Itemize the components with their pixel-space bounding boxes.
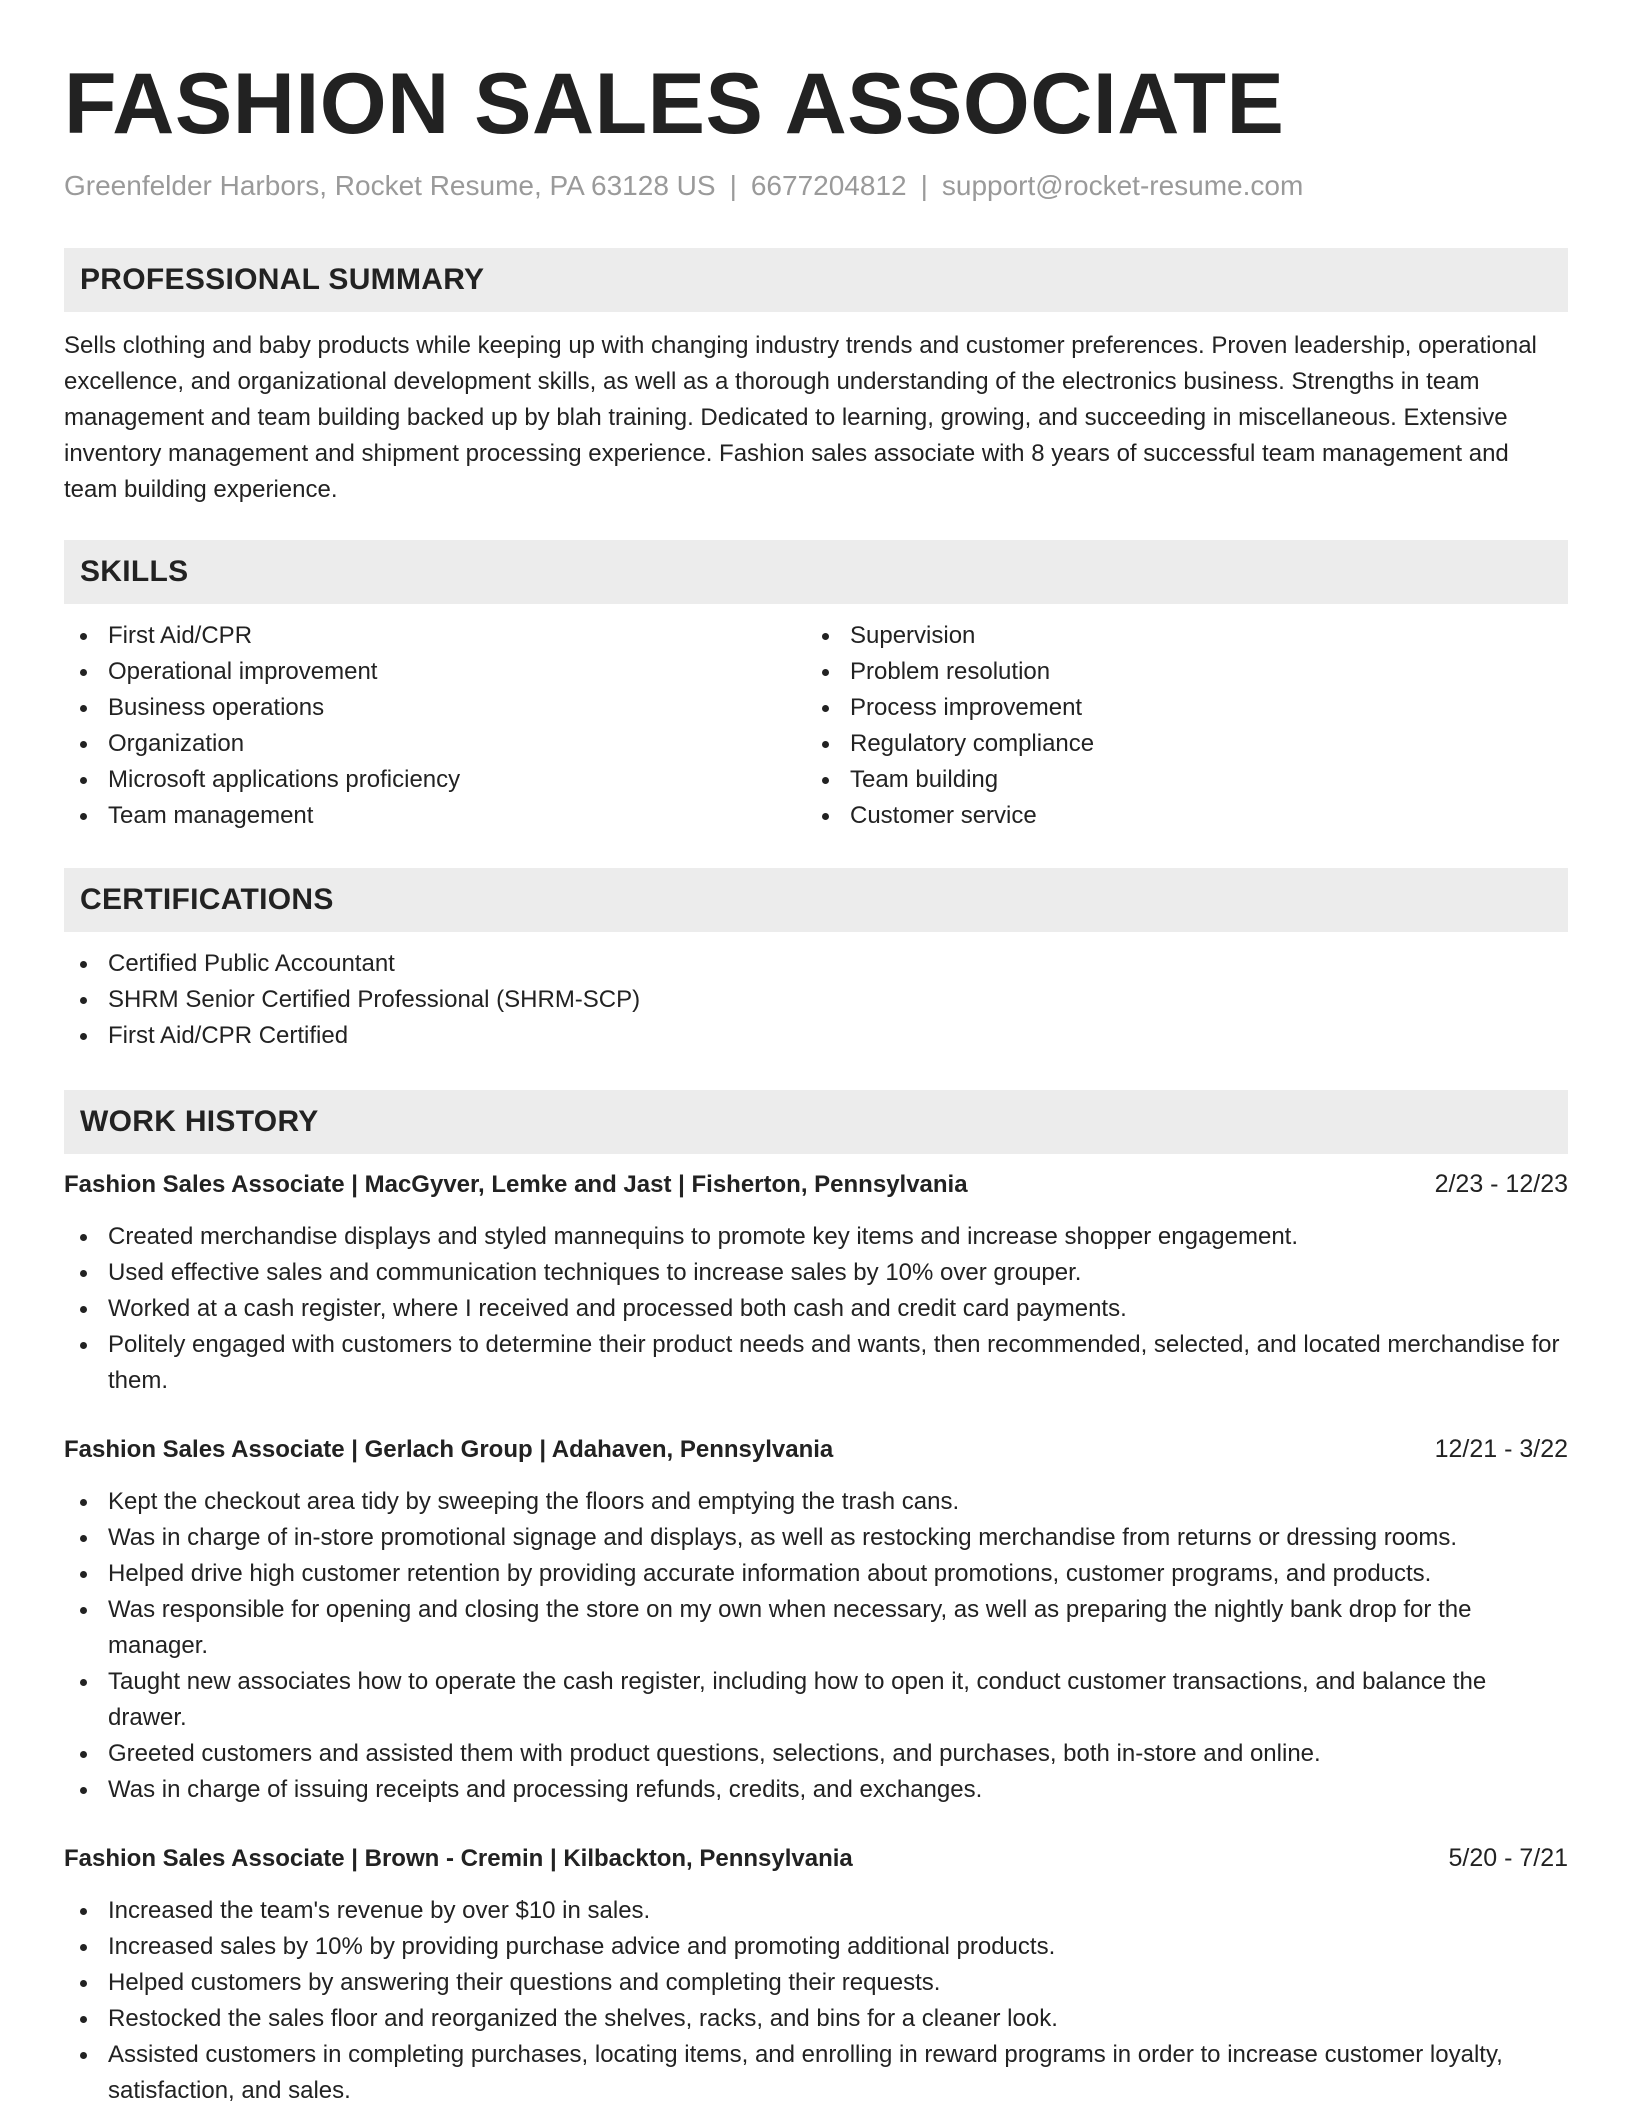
job-header (64, 1166, 1568, 1203)
job-bullet: Was responsible for opening and closing the store on my own when necessary, as well as preparing the nightly bank drop for the manager. (64, 1592, 1568, 1664)
summary-text: Sells clothing and baby products while keeping up with changing industry trends and customer preferences. Proven leadership, operational excellence, and organizational development skills, as well as a thorough understanding of the electronics business. Strengths in team management and team building backed up by blah training. Dedicated to learning, growing, and succeeding in miscellaneous. Extensive inventory management and shipment processing experience. Fashion sales associate with 8 years of successful team management and team building experience. (64, 332, 1537, 503)
skill-item: Business operations (64, 690, 806, 726)
job-dates: 5/20 - 7/21 (1448, 1844, 1568, 1872)
certifications-list (64, 946, 1568, 1054)
job-header (64, 1840, 1568, 1877)
job-bullet: Politely engaged with customers to determine their product needs and wants, then recommended, selected, and located merchandise for them. (64, 1327, 1568, 1399)
job-bullet: Assisted customers in completing purchases, locating items, and enrolling in reward programs in order to increase customer loyalty, satisfaction, and sales. (64, 2037, 1568, 2109)
job-bullet: Created merchandise displays and styled mannequins to promote key items and increase shopper engagement. (64, 1219, 1568, 1255)
skill-item: Microsoft applications proficiency (64, 762, 806, 798)
job-bullet: Increased the team's revenue by over $10 in sales. (64, 1893, 1568, 1929)
contact-line (64, 168, 1568, 204)
job-bullets (64, 1219, 1568, 1399)
job-header (64, 1431, 1568, 1468)
job-bullet: Greeted customers and assisted them with product questions, selections, and purchases, both in-store and online. (64, 1736, 1568, 1772)
job-bullet: Helped customers by answering their questions and completing their requests. (64, 1965, 1568, 2001)
contact-address: Greenfelder Harbors, Rocket Resume, PA 63128 US (64, 170, 716, 201)
skills-grid (64, 618, 1568, 834)
candidate-name: FASHION SALES ASSOCIATE (64, 56, 1285, 152)
skill-item: Operational improvement (64, 654, 806, 690)
job-bullet: Restocked the sales floor and reorganized the shelves, racks, and bins for a cleaner look. (64, 2001, 1568, 2037)
certification-item: Certified Public Accountant (64, 946, 1568, 982)
resume-page (64, 0, 1568, 2109)
job-dates: 12/21 - 3/22 (1434, 1435, 1568, 1463)
job-bullet: Used effective sales and communication techniques to increase sales by 10% over grouper. (64, 1255, 1568, 1291)
skills-column-left (64, 618, 806, 834)
job-bullet: Increased sales by 10% by providing purchase advice and promoting additional products. (64, 1929, 1568, 1965)
job-heading: Fashion Sales Associate | Gerlach Group | Adahaven, Pennsylvania (64, 1436, 834, 1463)
contact-email: support@rocket-resume.com (941, 170, 1304, 201)
job-heading: Fashion Sales Associate | MacGyver, Lemke and Jast | Fisherton, Pennsylvania (64, 1171, 968, 1198)
section-header-certifications: CERTIFICATIONS (64, 868, 1568, 932)
job-heading: Fashion Sales Associate | Brown - Cremin | Kilbackton, Pennsylvania (64, 1845, 853, 1872)
contact-phone: 6677204812 (750, 170, 907, 201)
skill-item: Customer service (806, 798, 1548, 834)
skill-item: Regulatory compliance (806, 726, 1548, 762)
job-bullet: Was in charge of in-store promotional signage and displays, as well as restocking merchandise from returns or dressing rooms. (64, 1520, 1568, 1556)
skill-item: Supervision (806, 618, 1548, 654)
job-bullets (64, 1484, 1568, 1808)
job-bullets (64, 1893, 1568, 2109)
job-dates: 2/23 - 12/23 (1434, 1170, 1568, 1198)
contact-separator: | (920, 170, 928, 201)
skill-item: Team management (64, 798, 806, 834)
skill-item: Team building (806, 762, 1548, 798)
certification-item: SHRM Senior Certified Professional (SHRM-SCP) (64, 982, 1568, 1018)
job-bullet: Taught new associates how to operate the cash register, including how to open it, conduct customer transactions, and balance the drawer. (64, 1664, 1568, 1736)
contact-separator: | (729, 170, 737, 201)
skill-item: First Aid/CPR (64, 618, 806, 654)
skill-item: Organization (64, 726, 806, 762)
skill-item: Process improvement (806, 690, 1548, 726)
job-bullet: Worked at a cash register, where I received and processed both cash and credit card payments. (64, 1291, 1568, 1327)
job-bullet: Helped drive high customer retention by providing accurate information about promotions, customer programs, and products. (64, 1556, 1568, 1592)
section-header-skills: SKILLS (64, 540, 1568, 604)
job-entry (64, 1431, 1568, 1808)
job-entry (64, 1840, 1568, 2109)
skills-column-right (806, 618, 1548, 834)
job-entry (64, 1166, 1568, 1399)
job-bullet: Was in charge of issuing receipts and processing refunds, credits, and exchanges. (64, 1772, 1568, 1808)
section-header-professional-summary: PROFESSIONAL SUMMARY (64, 248, 1568, 312)
section-header-work-history: WORK HISTORY (64, 1090, 1568, 1154)
job-bullet: Kept the checkout area tidy by sweeping the floors and emptying the trash cans. (64, 1484, 1568, 1520)
skill-item: Problem resolution (806, 654, 1548, 690)
certification-item: First Aid/CPR Certified (64, 1018, 1568, 1054)
